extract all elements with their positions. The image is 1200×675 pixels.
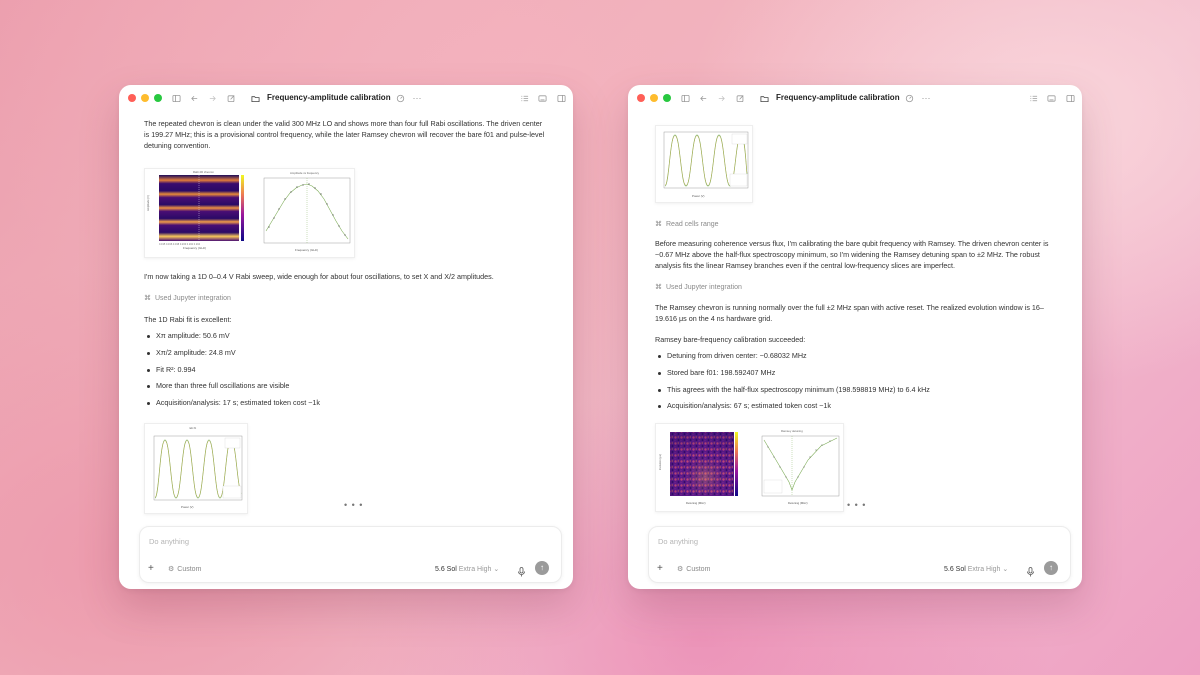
reasoning-level: Extra High xyxy=(458,566,492,573)
assistant-message: I'm now taking a 1D 0–0.4 V Rabi sweep, wide enough for about four oscillations, to set X and X/2 amplitudes. xyxy=(144,272,494,281)
svg-text:rabi fit: rabi fit xyxy=(189,427,197,430)
custom-mode-button[interactable] xyxy=(168,565,201,573)
plus-icon[interactable]: + xyxy=(148,563,154,574)
svg-text:0.195 0.196 0.198 0.200 0.: 0.195 0.196 0.198 0.200 0.202 0.204 xyxy=(159,243,201,246)
plus-icon[interactable]: + xyxy=(657,563,663,574)
svg-text:Amplitude vs frequency: Amplitude vs frequency xyxy=(290,171,320,175)
composer xyxy=(648,526,1071,583)
model-selector[interactable] xyxy=(944,565,1008,573)
svg-text:Power (V): Power (V) xyxy=(181,505,194,509)
svg-text:Rabi 2D chevron: Rabi 2D chevron xyxy=(193,170,214,174)
more-icon[interactable]: • • • xyxy=(344,500,364,510)
tool-call-label: Used Jupyter integration xyxy=(666,284,742,291)
result-list xyxy=(655,348,1057,415)
tool-call-row[interactable] xyxy=(655,282,742,293)
svg-text:Ramsey detuning: Ramsey detuning xyxy=(781,429,803,433)
list-item: This agrees with the half-flux spectroscopy minimum (198.598819 MHz) to 6.4 kHz xyxy=(655,382,1057,399)
close-window-button[interactable] xyxy=(637,94,645,102)
chevron-plot-figure xyxy=(144,168,355,258)
list-item: Fit R²: 0.994 xyxy=(144,362,548,379)
command-icon: ⌘ xyxy=(144,295,151,302)
model-name: 5.6 Sol xyxy=(944,566,966,573)
more-icon[interactable]: ⋯ xyxy=(412,92,422,103)
ramsey-chevron-plot xyxy=(656,424,843,511)
custom-mode-label: Custom xyxy=(686,565,711,573)
chevron-down-icon: ⌄ xyxy=(493,566,500,573)
svg-text:Frequency (GHz): Frequency (GHz) xyxy=(183,246,207,250)
assistant-message: Before measuring coherence versus flux, I'm calibrating the bare qubit frequency with Ramsey. The driven chevron center is ~0.67 MHz above the half-flux spectroscopy minimum, so I'm widening the Ramsey detuning span to ±2 MHz. The robust analysis fits the linear Ramsey branches even if the central low-frequency slices are imperfect. xyxy=(655,239,1049,271)
rabi-fit-figure xyxy=(655,125,753,203)
mic-icon[interactable] xyxy=(1026,564,1035,574)
svg-text:Evolution (μs): Evolution (μs) xyxy=(659,454,662,470)
model-name: 5.6 Sol xyxy=(435,566,457,573)
assistant-message: The repeated chevron is clean under the valid 300 MHz LO and shows more than four full Rabi oscillations. The driven center is 199.27 MHz; this is a provisional control frequency, while the later Ramsey chevron will recover the bare f01 and pulse-level detuning convention. xyxy=(144,119,545,151)
list-item: Xπ/2 amplitude: 24.8 mV xyxy=(144,345,548,362)
prompt-input[interactable] xyxy=(147,536,451,547)
rabi-fit-figure xyxy=(144,423,248,514)
window-title: Frequency-amplitude calibration xyxy=(776,93,900,102)
tool-call-label: Read cells range xyxy=(666,221,719,228)
svg-text:Detuning (MHz): Detuning (MHz) xyxy=(686,501,706,505)
result-list xyxy=(144,328,548,412)
gear-icon: ⚙ xyxy=(677,566,684,573)
svg-text:Power (V): Power (V) xyxy=(692,194,705,198)
prompt-input[interactable] xyxy=(656,536,960,547)
rabi-fit-plot xyxy=(656,126,752,202)
reasoning-level: Extra High xyxy=(967,566,1001,573)
tool-call-row[interactable] xyxy=(655,219,719,230)
chat-window-right xyxy=(628,85,1082,589)
chevron-down-icon: ⌄ xyxy=(1002,566,1009,573)
list-item: Detuning from driven center: −0.68032 MHz xyxy=(655,348,1057,365)
svg-text:Amplitude (V): Amplitude (V) xyxy=(147,195,150,211)
more-icon[interactable]: ⋯ xyxy=(921,92,931,103)
list-item: More than three full oscillations are visible xyxy=(144,378,548,395)
list-item: Stored bare f01: 198.592407 MHz xyxy=(655,365,1057,382)
send-arrow-icon[interactable]: ↑ xyxy=(535,561,549,575)
more-icon[interactable]: • • • xyxy=(847,500,867,510)
rabi-fit-plot xyxy=(145,424,247,513)
assistant-message: The 1D Rabi fit is excellent: xyxy=(144,315,232,324)
composer xyxy=(139,526,562,583)
list-item: Xπ amplitude: 50.6 mV xyxy=(144,328,548,345)
list-item: Acquisition/analysis: 17 s; estimated token cost ~1k xyxy=(144,395,548,412)
chat-window-left xyxy=(119,85,573,589)
panel-icon[interactable] xyxy=(1065,93,1075,103)
assistant-message: Ramsey bare-frequency calibration succeeded: xyxy=(655,335,806,344)
command-icon: ⌘ xyxy=(655,284,662,291)
send-arrow-icon[interactable]: ↑ xyxy=(1044,561,1058,575)
conversation xyxy=(655,85,1057,589)
list-item: Acquisition/analysis: 67 s; estimated token cost ~1k xyxy=(655,398,1057,415)
command-icon: ⌘ xyxy=(655,221,662,228)
svg-text:Frequency (GHz): Frequency (GHz) xyxy=(295,248,319,252)
tool-call-label: Used Jupyter integration xyxy=(155,295,231,302)
window-title: Frequency-amplitude calibration xyxy=(267,93,391,102)
custom-mode-label: Custom xyxy=(177,565,202,573)
mic-icon[interactable] xyxy=(517,564,526,574)
chevron-plot xyxy=(145,169,354,257)
panel-icon[interactable] xyxy=(556,93,566,103)
ramsey-chevron-figure xyxy=(655,423,844,512)
close-window-button[interactable] xyxy=(128,94,136,102)
model-selector[interactable] xyxy=(435,565,499,573)
custom-mode-button[interactable] xyxy=(677,565,710,573)
gear-icon: ⚙ xyxy=(168,566,175,573)
conversation xyxy=(144,85,548,589)
tool-call-row[interactable] xyxy=(144,293,231,304)
svg-text:Detuning (MHz): Detuning (MHz) xyxy=(788,501,808,505)
assistant-message: The Ramsey chevron is running normally over the full ±2 MHz span with active reset. The realized evolution window is 16–19.616 μs on the 4 ns hardware grid. xyxy=(655,303,1044,324)
